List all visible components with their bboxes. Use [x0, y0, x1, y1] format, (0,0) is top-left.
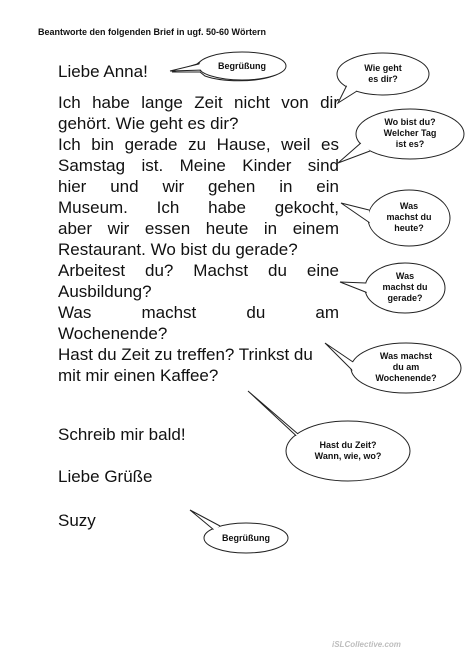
letter-line: aber wir essen heute in einem	[58, 219, 339, 238]
letter-line: Wochenende?	[58, 324, 168, 343]
bubble-label-begruessung-top: Begrüßung	[218, 61, 266, 71]
bubble-line: Wie geht	[364, 63, 402, 73]
bubble-line: Was machst	[379, 351, 433, 361]
letter-line: gehört. Wie geht es dir?	[58, 114, 239, 133]
instruction-heading: Beantworte den folgenden Brief in ugf. 50-60 Wörtern	[38, 27, 267, 37]
bubble-label-was-machst-wochenende	[356, 351, 456, 384]
bubble-line: gerade?	[387, 293, 423, 303]
bubble-line: machst du	[386, 212, 432, 222]
letter-line: Ausbildung?	[58, 282, 152, 301]
letter-regards: Liebe Grüße	[58, 467, 153, 486]
letter-body	[58, 61, 339, 386]
bubble-line: Wo bist du?	[384, 117, 436, 127]
bubble-line: Wann, wie, wo?	[314, 451, 382, 461]
letter-line: Ich habe lange Zeit nicht von dir	[58, 93, 339, 112]
bubble-label-was-machst-gerade	[366, 271, 444, 304]
bubble-line: Wochenende?	[375, 373, 437, 383]
letter-greeting: Liebe Anna!	[58, 62, 148, 81]
bubble-line: ist es?	[395, 139, 425, 149]
letter-line: Hast du Zeit zu treffen? Trinkst du	[58, 345, 313, 364]
bubble-label-was-machst-heute	[370, 201, 448, 234]
bubble-line: machst du	[382, 282, 428, 292]
letter-line: Was machst du am	[58, 303, 339, 322]
bubble-line: es dir?	[368, 74, 398, 84]
bubble-line: Welcher Tag	[383, 128, 437, 138]
footer-watermark: iSLCollective.com	[332, 640, 401, 649]
bubble-line: du am	[392, 362, 420, 372]
letter-line: Samstag ist. Meine Kinder sind	[58, 156, 339, 175]
letter-line: hier und wir gehen in ein	[58, 177, 339, 196]
bubble-label-wie-geht	[340, 63, 426, 85]
letter-closing: Schreib mir bald!	[58, 425, 186, 444]
bubble-label-wo-bist	[360, 117, 460, 150]
bubble-line: Was	[399, 201, 419, 211]
bubble-line: heute?	[394, 223, 424, 233]
bubble-line: Was	[395, 271, 415, 281]
letter-line: mit mir einen Kaffee?	[58, 366, 219, 385]
letter-line: Ich bin gerade zu Hause, weil es	[58, 135, 339, 154]
letter-signature: Suzy	[58, 511, 96, 530]
letter-line: Arbeitest du? Machst du eine	[58, 261, 339, 280]
bubble-label-begruessung-bottom: Begrüßung	[222, 533, 270, 543]
bubble-label-hast-du-zeit	[290, 440, 406, 462]
bubble-line: Hast du Zeit?	[319, 440, 377, 450]
letter-line: Museum. Ich habe gekocht,	[58, 198, 339, 217]
letter-line: Restaurant. Wo bist du gerade?	[58, 240, 298, 259]
